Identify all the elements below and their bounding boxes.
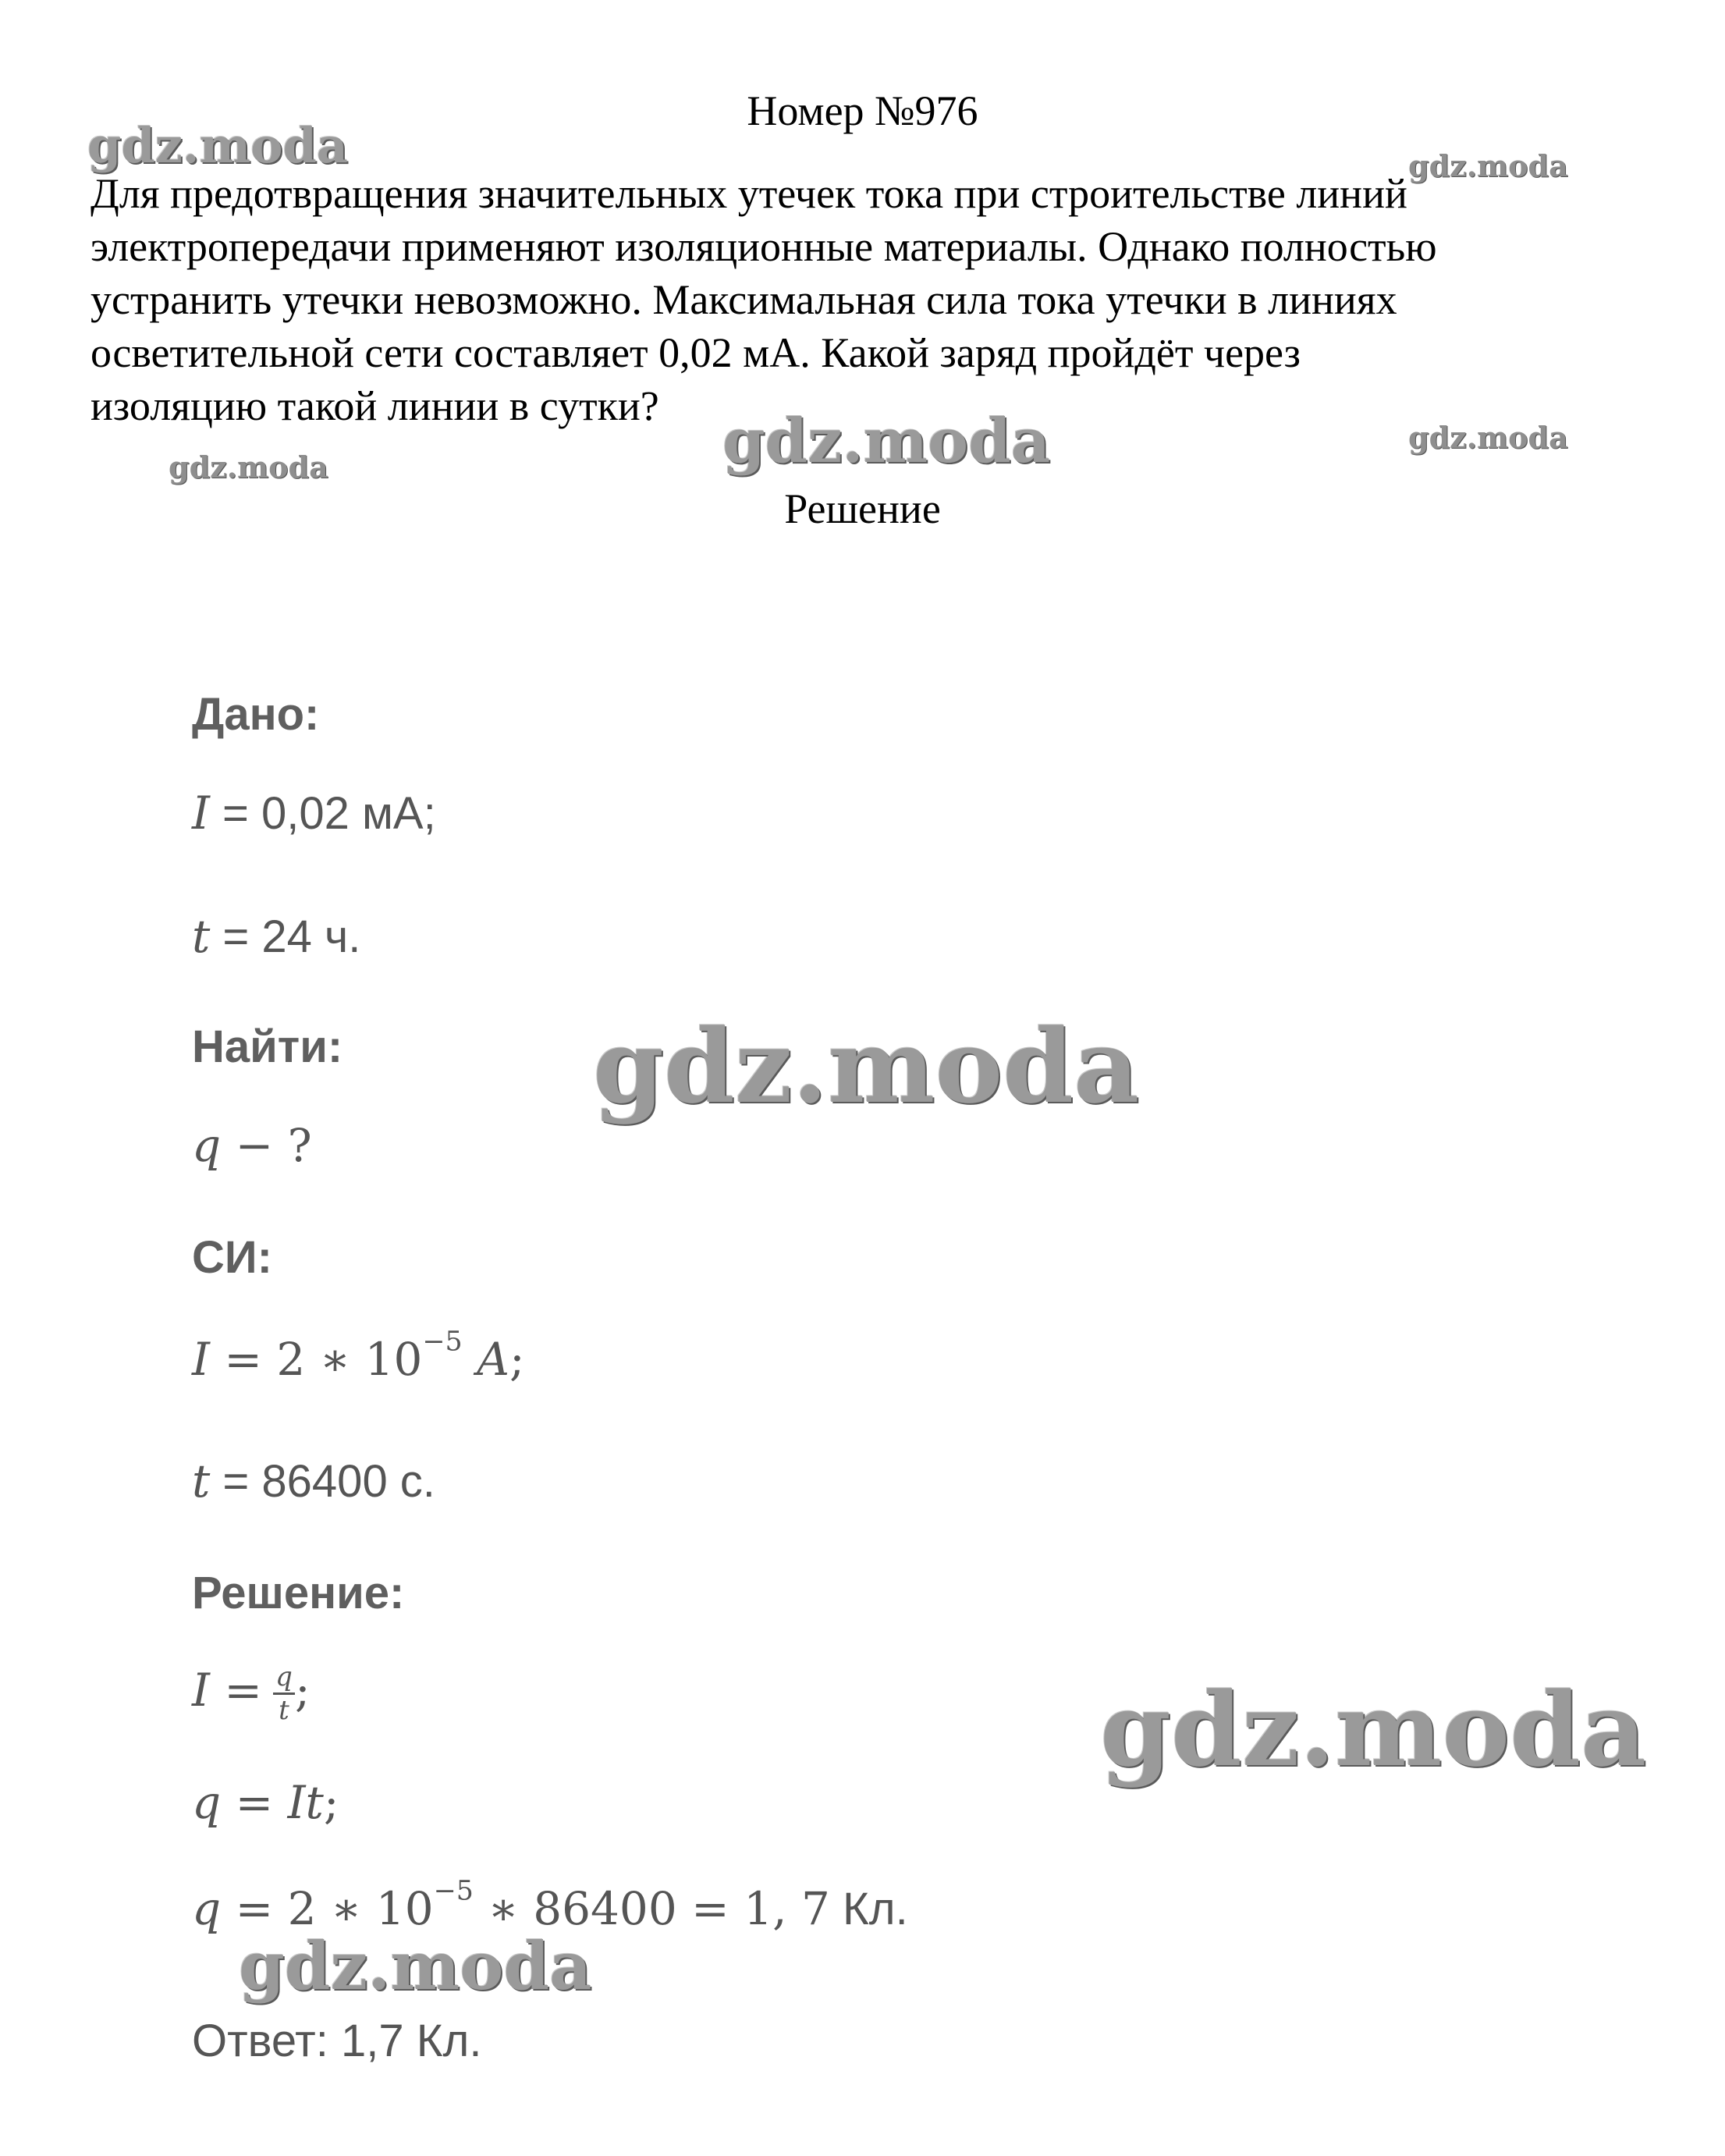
problem-line: осветительной сети составляет 0,02 мА. Какой заряд пройдёт через <box>91 329 1301 376</box>
si-current-exponent: −5 <box>422 1326 463 1358</box>
calc-rest: ∗ 86400 = 1, 7 <box>473 1882 830 1935</box>
formula-end: ; <box>323 1776 339 1829</box>
calc-base: = 2 ∗ 10 <box>221 1882 434 1935</box>
si-current <box>192 1326 525 1387</box>
si-time <box>192 1453 435 1510</box>
problem-line: Для предотвращения значительных утечек тока при строительстве линий <box>91 170 1407 217</box>
si-time-value: = 86400 с. <box>210 1456 435 1507</box>
var-t: t <box>192 1455 211 1508</box>
var-q: q <box>192 1119 222 1172</box>
watermark-top-left: gdz.moda <box>87 117 348 174</box>
si-current-base: = 2 ∗ 10 <box>209 1333 423 1386</box>
find-charge-rest: − ? <box>221 1119 312 1172</box>
problem-text <box>91 167 1651 432</box>
formula-end: ; <box>294 1664 311 1717</box>
formula-rhs: It <box>287 1776 324 1829</box>
solution-label: Решение: <box>192 1568 405 1618</box>
var-I: I <box>192 1664 210 1717</box>
fraction <box>273 1661 295 1727</box>
si-current-unit: A <box>462 1333 510 1386</box>
given-time <box>192 908 360 965</box>
watermark-solution-bottom: gdz.moda <box>239 1927 592 2005</box>
var-q: q <box>192 1882 222 1935</box>
answer: Ответ: 1,7 Кл. <box>192 2016 482 2066</box>
watermark-mid-left: gdz.moda <box>169 449 328 485</box>
watermark-solution-right: gdz.moda <box>1100 1670 1647 1789</box>
find-label: Найти: <box>192 1021 343 1072</box>
var-q: q <box>192 1776 222 1829</box>
given-current <box>192 785 436 842</box>
page-title: Номер №976 <box>747 87 978 134</box>
solution-heading: Решение <box>784 485 941 532</box>
var-I: I <box>192 1333 210 1386</box>
problem-line: изоляцию такой линии в сутки? <box>91 382 659 429</box>
given-current-value: = 0,02 мА; <box>209 788 436 839</box>
problem-line: электропередачи применяют изоляционные материалы. Однако полностью <box>91 223 1437 270</box>
fraction-numerator: q <box>275 1661 293 1693</box>
var-I: I <box>192 787 210 840</box>
watermark-mid-right: gdz.moda <box>1408 420 1568 455</box>
si-label: СИ: <box>192 1232 272 1283</box>
formula-current <box>192 1661 311 1727</box>
problem-line: устранить утечки невозможно. Максимальная сила тока утечки в линиях <box>91 276 1397 323</box>
calc-exponent: −5 <box>433 1875 474 1907</box>
find-charge <box>192 1117 312 1174</box>
watermark-top-right: gdz.moda <box>1408 148 1568 183</box>
calc-unit: Кл. <box>829 1884 908 1934</box>
formula-equals: = <box>209 1664 262 1717</box>
given-time-value: = 24 ч. <box>210 911 361 962</box>
fraction-denominator: t <box>279 1695 289 1727</box>
given-label: Дано: <box>192 689 320 740</box>
formula-charge <box>192 1774 339 1831</box>
formula-equals: = <box>221 1776 288 1829</box>
watermark-solution-center: gdz.moda <box>593 1007 1140 1126</box>
si-current-end: ; <box>509 1333 525 1386</box>
watermark-center: gdz.moda <box>722 406 1051 477</box>
var-t: t <box>192 910 211 963</box>
